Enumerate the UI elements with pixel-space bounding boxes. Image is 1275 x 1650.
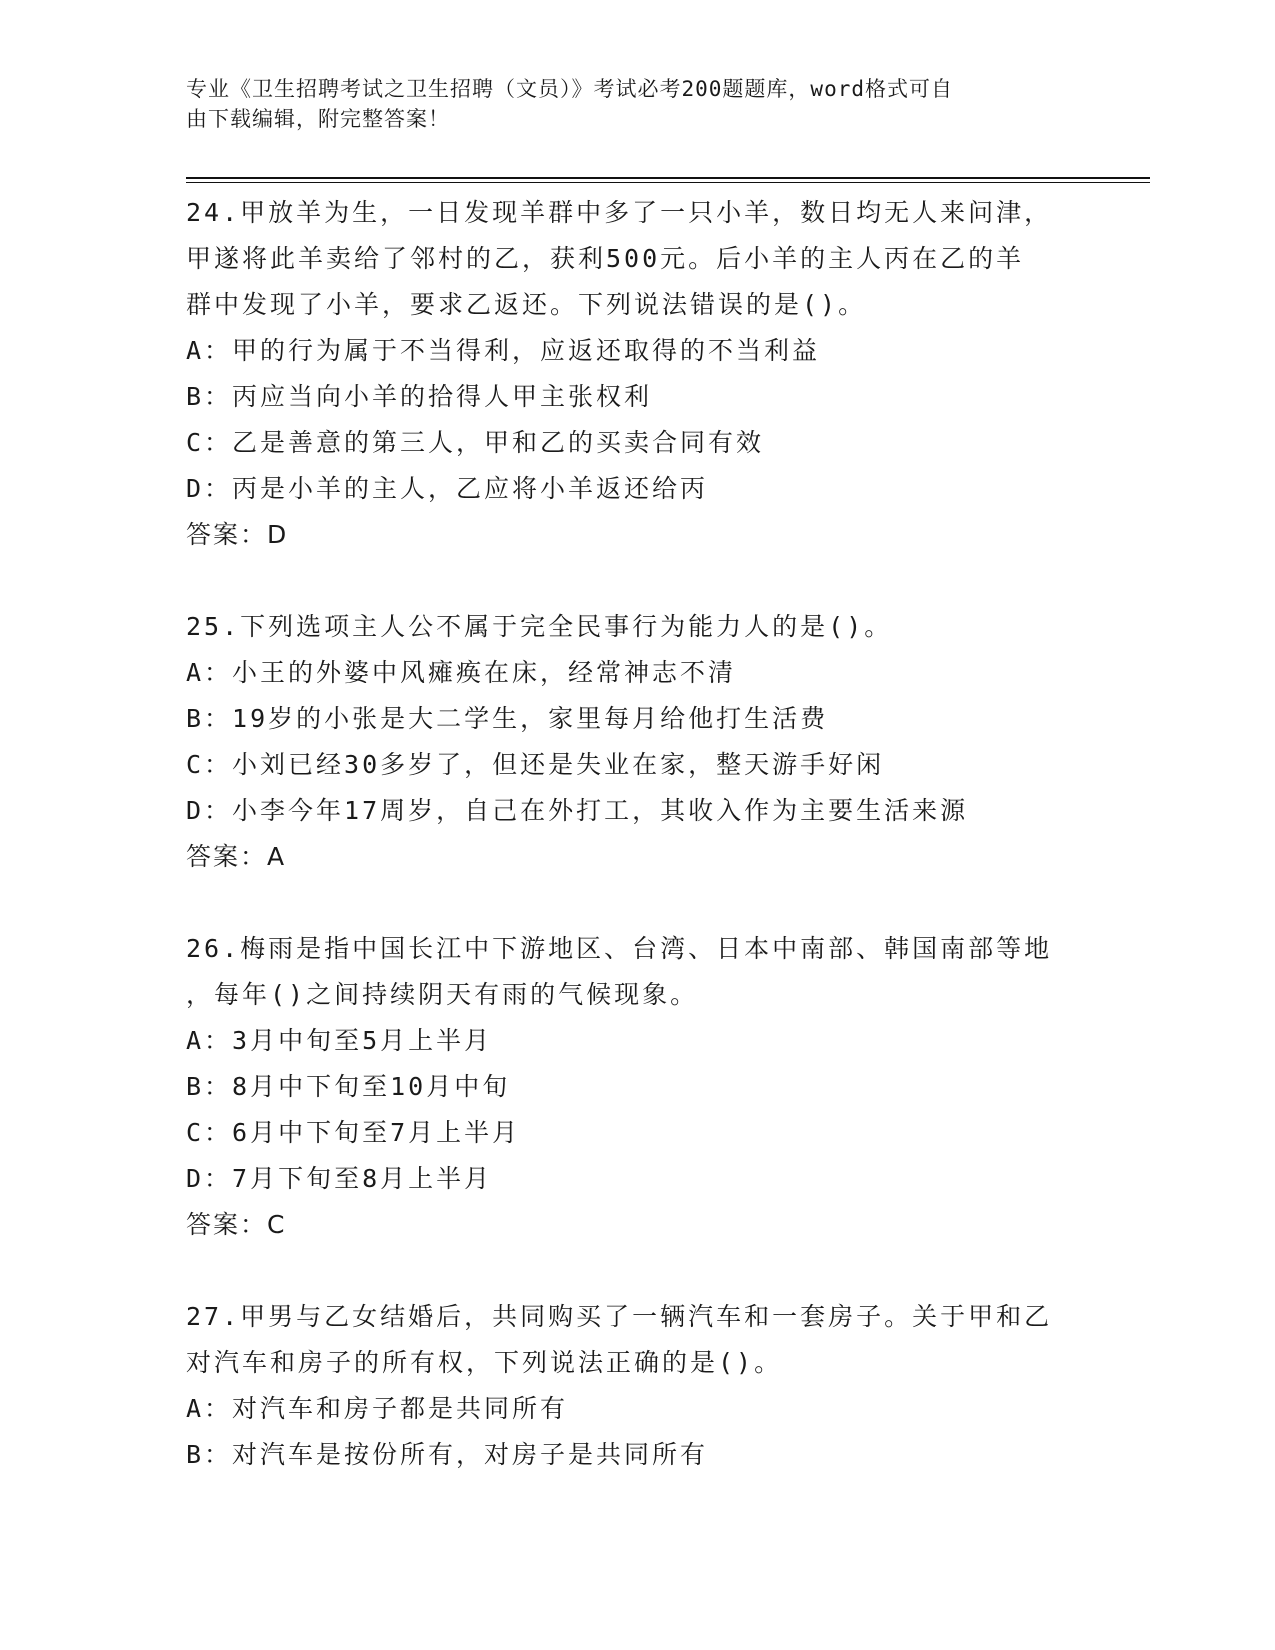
option-a: A：对汽车和房子都是共同所有 bbox=[186, 1394, 569, 1423]
question-stem-line: 27.甲男与乙女结婚后，共同购买了一辆汽车和一套房子。关于甲和乙 bbox=[186, 1302, 1053, 1331]
header-line-1: 专业《卫生招聘考试之卫生招聘（文员）》考试必考200题题库，word格式可自 bbox=[186, 77, 953, 101]
question-stem-line: 25.下列选项主人公不属于完全民事行为能力人的是()。 bbox=[186, 612, 893, 641]
question-25 bbox=[186, 604, 1086, 880]
question-24 bbox=[186, 190, 1086, 558]
question-26 bbox=[186, 926, 1086, 1248]
question-stem-line: ，每年()之间持续阴天有雨的气候现象。 bbox=[186, 980, 699, 1009]
option-c: C：乙是善意的第三人，甲和乙的买卖合同有效 bbox=[186, 428, 765, 457]
question-stem-line: 群中发现了小羊，要求乙返还。下列说法错误的是()。 bbox=[186, 290, 867, 319]
question-stem-line: 24.甲放羊为生，一日发现羊群中多了一只小羊，数日均无人来问津， bbox=[186, 198, 1053, 227]
option-b: B：19岁的小张是大二学生，家里每月给他打生活费 bbox=[186, 704, 829, 733]
option-d: D：丙是小羊的主人，乙应将小羊返还给丙 bbox=[186, 474, 709, 503]
option-a: A：3月中旬至5月上半月 bbox=[186, 1026, 493, 1055]
option-d: D：小李今年17周岁，自己在外打工，其收入作为主要生活来源 bbox=[186, 796, 969, 825]
question-27 bbox=[186, 1294, 1086, 1478]
option-a: A：小王的外婆中风瘫痪在床，经常神志不清 bbox=[186, 658, 737, 687]
answer-key: 答案：A bbox=[186, 842, 287, 871]
option-b: B：8月中下旬至10月中旬 bbox=[186, 1072, 511, 1101]
option-c: C：小刘已经30多岁了，但还是失业在家，整天游手好闲 bbox=[186, 750, 885, 779]
question-stem-line: 26.梅雨是指中国长江中下游地区、台湾、日本中南部、韩国南部等地 bbox=[186, 934, 1053, 963]
header-divider-thin bbox=[186, 182, 1150, 183]
document-header bbox=[186, 74, 1086, 134]
question-list bbox=[186, 190, 1086, 1524]
header-divider-thick bbox=[186, 177, 1150, 179]
question-stem-line: 甲遂将此羊卖给了邻村的乙，获利500元。后小羊的主人丙在乙的羊 bbox=[186, 244, 1025, 273]
option-b: B：对汽车是按份所有，对房子是共同所有 bbox=[186, 1440, 709, 1469]
option-b: B：丙应当向小羊的拾得人甲主张权利 bbox=[186, 382, 653, 411]
option-a: A：甲的行为属于不当得利，应返还取得的不当利益 bbox=[186, 336, 821, 365]
question-stem-line: 对汽车和房子的所有权，下列说法正确的是()。 bbox=[186, 1348, 783, 1377]
option-d: D：7月下旬至8月上半月 bbox=[186, 1164, 493, 1193]
header-line-2: 由下载编辑，附完整答案！ bbox=[186, 107, 450, 131]
answer-key: 答案：C bbox=[186, 1210, 287, 1239]
option-c: C：6月中下旬至7月上半月 bbox=[186, 1118, 521, 1147]
answer-key: 答案：D bbox=[186, 520, 289, 549]
